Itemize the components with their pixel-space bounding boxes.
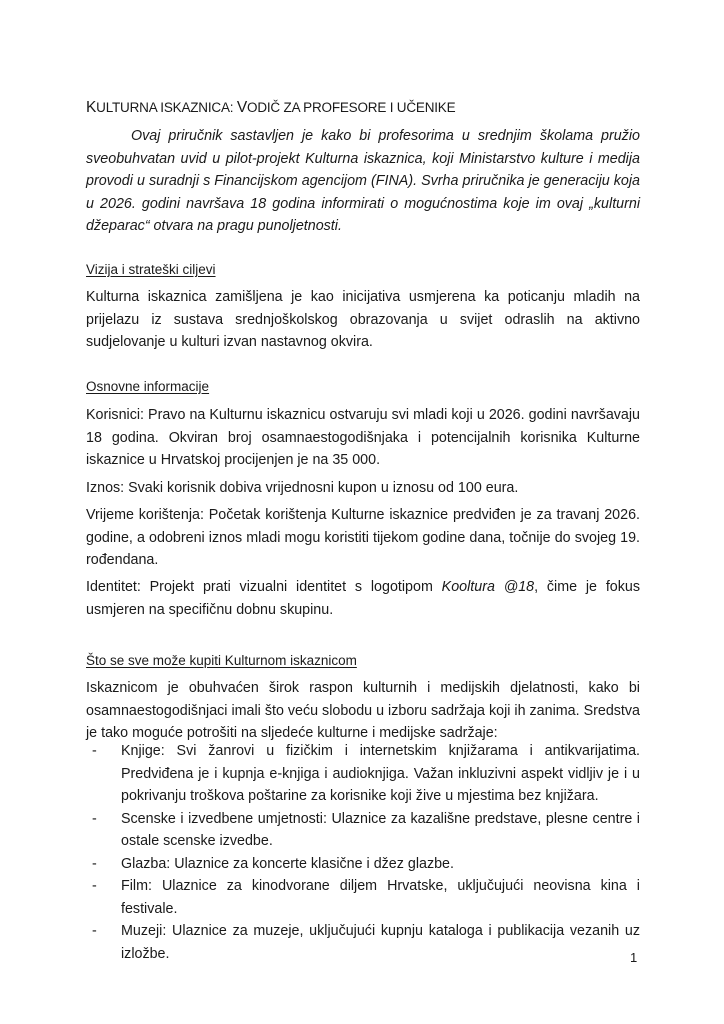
list-item-performing-arts: - Scenske i izvedbene umjetnosti: Ulaznice za kazališne predstave, plesne centre i ostale scenske izvedbe. (86, 808, 640, 853)
list-item-books: - Knjige: Svi žanrovi u fizičkim i internetskim knjižarama i antikvarijatima. Predviđena je i kupnja e-knjiga i audioknjiga. Važan inkluzivni aspekt vidljiv je i u pokrivanju troškova poštarine za korisnike koji žive u mjestima bez knjižara. (86, 740, 640, 808)
section-heading-vision: Vizija i strateški ciljevi (86, 262, 216, 277)
bullet-dash: - (92, 743, 97, 759)
section-heading-purchases: Što se sve može kupiti Kulturnom iskaznicom (86, 653, 357, 668)
vision-paragraph: Kulturna iskaznica zamišljena je kao inicijativa usmjerena ka poticanju mladih na prijelazu iz sustava srednjoškolskog obrazovanja u svijet odraslih na aktivno sudjelovanje u kulturi izvan nastavnog okvira. (86, 289, 640, 350)
page-number: 1 (630, 950, 638, 965)
bullet-dash: - (92, 878, 97, 894)
info-amount-paragraph: Iznos: Svaki korisnik dobiva vrijednosni kupon u iznosu od 100 eura. (86, 480, 519, 496)
list-item-museums: - Muzeji: Ulaznice za muzeje, uključujući kupnju kataloga i publikacija vezanih uz izložbe. (86, 920, 640, 965)
bullet-dash: - (92, 810, 97, 827)
intro-paragraph: Ovaj priručnik sastavljen je kako bi profesorima u srednjim školama pružio sveobuhvatan uvid u pilot-projekt Kulturna iskaznica, koji Ministarstvo kulture i medija provodi u suradnji s Financijskom agencijom (FINA). Svrha priručnika je generaciju koja u 2026. godini navršava 18 godina informirati o mogućnostima koje im ovaj „kulturni džeparac“ otvara na pragu punoljetnosti. (86, 128, 640, 234)
info-time-paragraph: Vrijeme korištenja: Početak korištenja Kulturne iskaznice predviđen je za travanj 2026. godine, a odobreni iznos mladi mogu koristiti tijekom godine dana, točnije do svojeg 19. rođendana. (86, 507, 640, 568)
document-title: KULTURNA ISKAZNICA: VODIČ ZA PROFESORE I UČENIKE (86, 99, 456, 116)
purchases-paragraph: Iskaznicom je obuhvaćen širok raspon kulturnih i medijskih djelatnosti, kako bi osamnaestogodišnjaci imali što veću slobodu u izboru sadržaja koji ih zanima. Sredstva je tako moguće potrošiti na sljedeće kulturne i medijske sadržaje: (86, 680, 640, 741)
list-item-music: - Glazba: Ulaznice za koncerte klasične i džez glazbe. (86, 853, 640, 876)
bullet-dash: - (92, 923, 97, 939)
list-item-film: - Film: Ulaznice za kinodvorane diljem Hrvatske, uključujući neovisna kina i festivale. (86, 875, 640, 920)
bullet-dash: - (92, 855, 97, 872)
section-heading-basic-info: Osnovne informacije (86, 379, 210, 394)
info-users-paragraph: Korisnici: Pravo na Kulturnu iskaznicu ostvaruju svi mladi koji u 2026. godini navršavaju 18 godina. Okviran broj osamnaestogodišnjaka i potencijalnih korisnika Kulturne iskaznice u Hrvatskoj procijenjen je na 35 000. (86, 407, 640, 468)
info-identity-paragraph: Identitet: Projekt prati vizualni identitet s logotipom Kooltura @18, čime je fokus usmjeren na specifičnu dobnu skupinu. (86, 579, 640, 618)
logo-name: Kooltura @18 (441, 579, 535, 595)
purchase-items-list (86, 740, 640, 965)
